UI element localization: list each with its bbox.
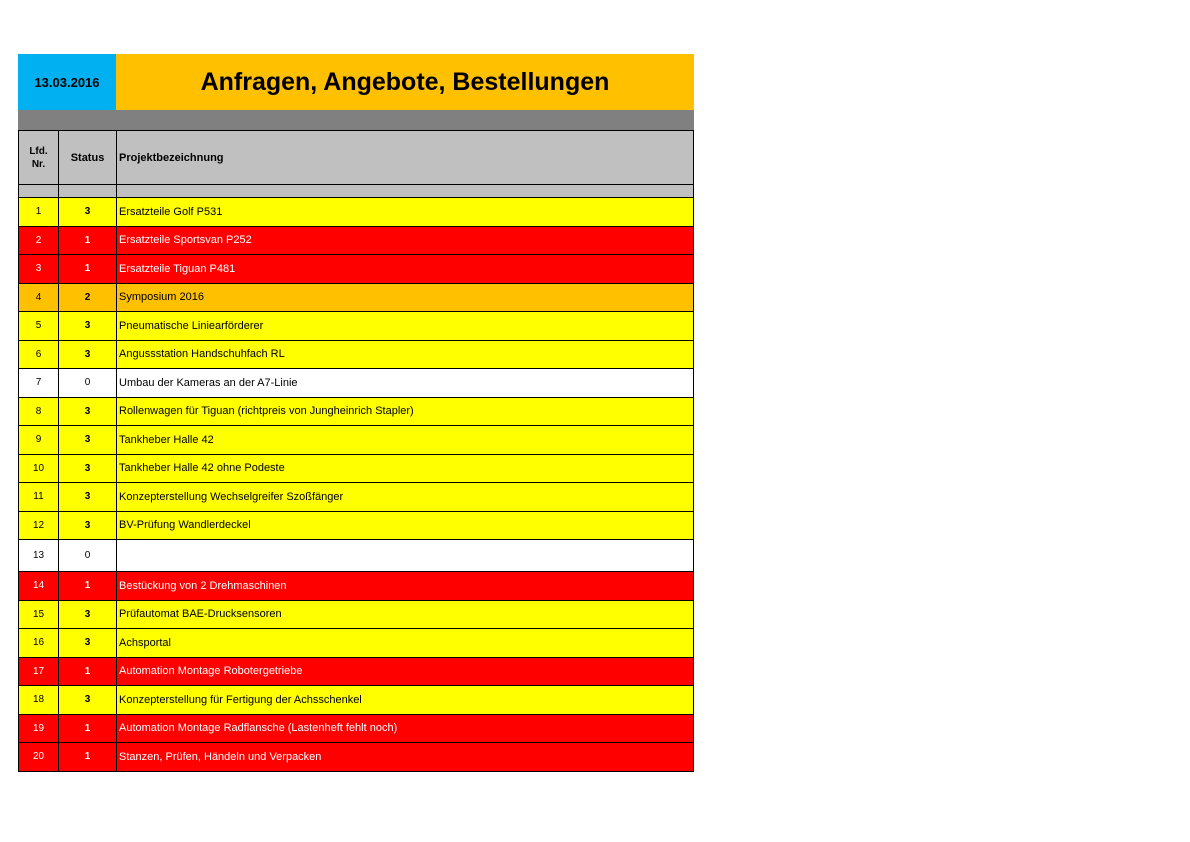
project-cell[interactable]: Achsportal <box>119 636 171 649</box>
table-row[interactable] <box>18 198 694 227</box>
project-cell[interactable]: Tankheber Halle 42 <box>119 433 214 446</box>
project-cell[interactable]: Ersatzteile Golf P531 <box>119 205 223 218</box>
sub-cell-status <box>59 185 117 197</box>
status-cell[interactable]: 1 <box>59 227 117 255</box>
table-row[interactable] <box>18 601 694 630</box>
row-number-cell[interactable]: 4 <box>19 284 59 312</box>
row-number-cell[interactable]: 5 <box>19 312 59 340</box>
project-cell[interactable]: Rollenwagen für Tiguan (richtpreis von Jungheinrich Stapler) <box>119 405 414 418</box>
row-number-cell[interactable]: 15 <box>19 601 59 629</box>
table-row[interactable] <box>18 398 694 427</box>
status-cell[interactable]: 1 <box>59 255 117 283</box>
table-row[interactable] <box>18 572 694 601</box>
status-cell[interactable]: 1 <box>59 658 117 686</box>
row-number-cell[interactable]: 13 <box>19 540 59 571</box>
sub-cell-number <box>19 185 59 197</box>
column-header-number-line1: Lfd. <box>29 145 48 157</box>
table-row[interactable] <box>18 227 694 256</box>
separator-band <box>18 110 694 130</box>
row-number-cell[interactable]: 9 <box>19 426 59 454</box>
table-row[interactable] <box>18 426 694 455</box>
data-rows <box>18 198 694 772</box>
project-cell[interactable]: Umbau der Kameras an der A7-Linie <box>119 376 298 389</box>
project-cell[interactable]: Automation Montage Radflansche (Lastenheft fehlt noch) <box>119 722 398 735</box>
project-cell[interactable] <box>117 540 693 571</box>
project-cell[interactable]: Symposium 2016 <box>119 291 204 304</box>
project-cell[interactable]: Ersatzteile Tiguan P481 <box>119 262 236 275</box>
status-cell[interactable]: 1 <box>59 743 117 771</box>
table-row[interactable] <box>18 369 694 398</box>
status-cell[interactable]: 1 <box>59 572 117 600</box>
table-row[interactable] <box>18 483 694 512</box>
project-cell[interactable]: Pneumatische Liniearförderer <box>119 319 264 332</box>
table-row[interactable] <box>18 455 694 484</box>
row-number-cell[interactable]: 10 <box>19 455 59 483</box>
column-header-project[interactable]: Projektbezeichnung <box>119 151 224 164</box>
project-cell[interactable]: Ersatzteile Sportsvan P252 <box>119 234 252 247</box>
project-cell[interactable]: Angussstation Handschuhfach RL <box>119 348 285 361</box>
project-cell[interactable]: Prüfautomat BAE-Drucksensoren <box>119 608 282 621</box>
table-row[interactable] <box>18 540 694 572</box>
sheet-header <box>18 54 694 110</box>
column-header-number[interactable] <box>19 131 59 184</box>
row-number-cell[interactable]: 11 <box>19 483 59 511</box>
status-cell[interactable]: 3 <box>59 601 117 629</box>
row-number-cell[interactable]: 7 <box>19 369 59 397</box>
project-cell[interactable]: Konzepterstellung Wechselgreifer Szoßfänger <box>119 490 344 503</box>
table-row[interactable] <box>18 715 694 744</box>
status-cell[interactable]: 0 <box>59 540 117 571</box>
project-cell[interactable]: Stanzen, Prüfen, Händeln und Verpacken <box>119 750 322 763</box>
row-number-cell[interactable]: 12 <box>19 512 59 540</box>
status-cell[interactable]: 3 <box>59 629 117 657</box>
table-row[interactable] <box>18 629 694 658</box>
row-number-cell[interactable]: 20 <box>19 743 59 771</box>
table-row[interactable] <box>18 255 694 284</box>
header-sub-row <box>18 185 694 198</box>
table-row[interactable] <box>18 341 694 370</box>
status-cell[interactable]: 3 <box>59 398 117 426</box>
project-cell[interactable]: Bestückung von 2 Drehmaschinen <box>119 579 287 592</box>
status-cell[interactable]: 3 <box>59 686 117 714</box>
sub-cell-project <box>117 185 693 197</box>
row-number-cell[interactable]: 14 <box>19 572 59 600</box>
table-row[interactable] <box>18 512 694 541</box>
table-row[interactable] <box>18 658 694 687</box>
status-cell[interactable]: 3 <box>59 512 117 540</box>
status-cell[interactable]: 3 <box>59 198 117 226</box>
status-cell[interactable]: 3 <box>59 483 117 511</box>
row-number-cell[interactable]: 16 <box>19 629 59 657</box>
table-row[interactable] <box>18 743 694 772</box>
project-cell[interactable]: Konzepterstellung für Fertigung der Achsschenkel <box>119 693 362 706</box>
project-cell[interactable]: BV-Prüfung Wandlerdeckel <box>119 519 251 532</box>
spreadsheet <box>18 54 694 772</box>
row-number-cell[interactable]: 6 <box>19 341 59 369</box>
row-number-cell[interactable]: 18 <box>19 686 59 714</box>
status-cell[interactable]: 2 <box>59 284 117 312</box>
row-number-cell[interactable]: 8 <box>19 398 59 426</box>
status-cell[interactable]: 3 <box>59 312 117 340</box>
row-number-cell[interactable]: 2 <box>19 227 59 255</box>
column-header-status[interactable]: Status <box>59 131 117 184</box>
table-row[interactable] <box>18 312 694 341</box>
column-header-row <box>18 130 694 185</box>
date-cell[interactable]: 13.03.2016 <box>18 54 116 110</box>
status-cell[interactable]: 3 <box>59 341 117 369</box>
row-number-cell[interactable]: 3 <box>19 255 59 283</box>
sheet-title[interactable]: Anfragen, Angebote, Bestellungen <box>116 54 694 110</box>
status-cell[interactable]: 3 <box>59 455 117 483</box>
row-number-cell[interactable]: 19 <box>19 715 59 743</box>
table-row[interactable] <box>18 284 694 313</box>
table-row[interactable] <box>18 686 694 715</box>
row-number-cell[interactable]: 1 <box>19 198 59 226</box>
status-cell[interactable]: 1 <box>59 715 117 743</box>
project-cell[interactable]: Automation Montage Robotergetriebe <box>119 665 303 678</box>
project-cell[interactable]: Tankheber Halle 42 ohne Podeste <box>119 462 285 475</box>
status-cell[interactable]: 3 <box>59 426 117 454</box>
status-cell[interactable]: 0 <box>59 369 117 397</box>
row-number-cell[interactable]: 17 <box>19 658 59 686</box>
column-header-number-line2: Nr. <box>31 158 46 170</box>
